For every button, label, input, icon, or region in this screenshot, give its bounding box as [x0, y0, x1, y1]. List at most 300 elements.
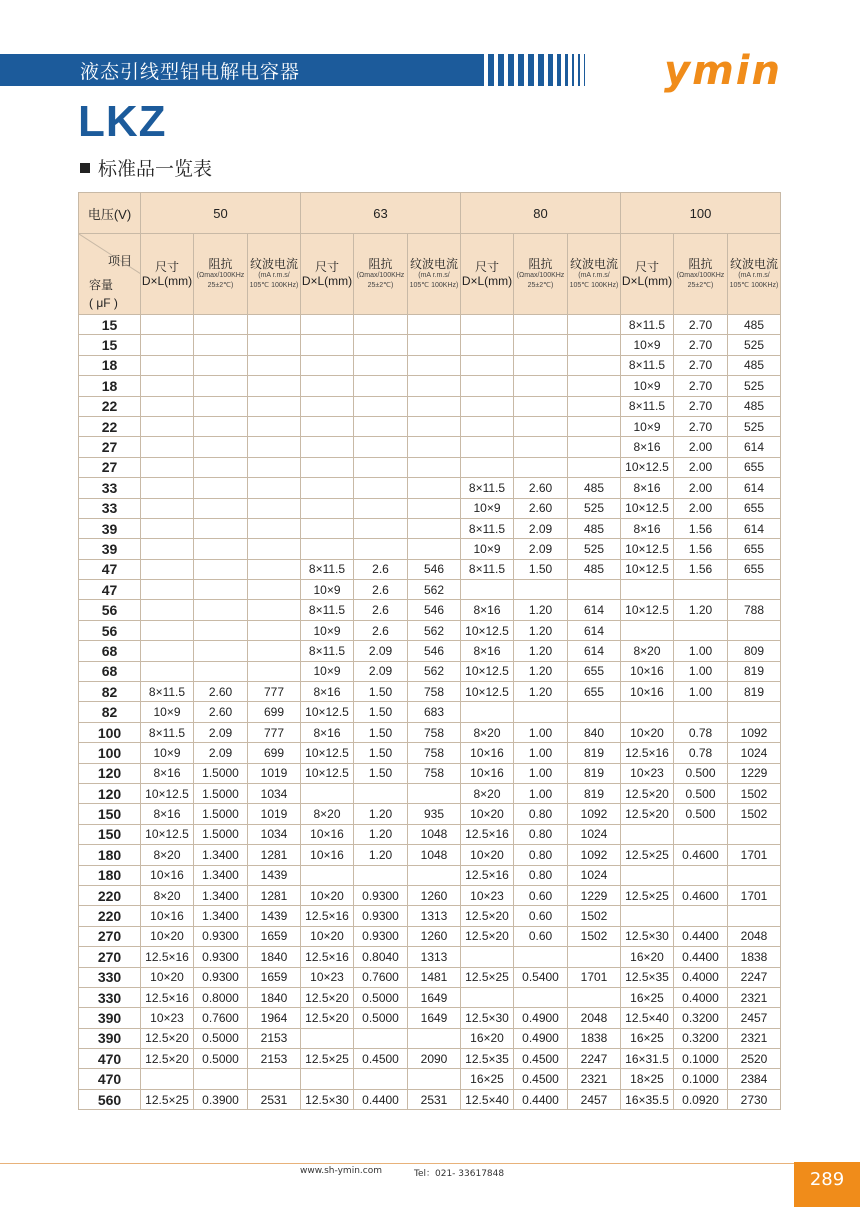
impedance-cell [514, 437, 568, 457]
impedance-cell: 2.09 [514, 518, 568, 538]
ripple-cell: 2520 [728, 1049, 781, 1069]
impedance-cell: 2.60 [194, 702, 248, 722]
impedance-cell: 1.56 [674, 539, 728, 559]
size-cell: 10×9 [301, 661, 354, 681]
size-cell: 8×11.5 [621, 396, 674, 416]
size-cell [461, 396, 514, 416]
impedance-column-header [354, 234, 408, 315]
table-row [79, 1028, 781, 1048]
ripple-cell: 699 [248, 702, 301, 722]
size-cell: 8×20 [461, 722, 514, 742]
size-cell [301, 478, 354, 498]
size-cell: 16×25 [621, 1028, 674, 1048]
impedance-cell: 0.80 [514, 845, 568, 865]
impedance-cell: 1.3400 [194, 865, 248, 885]
ripple-cell [568, 987, 621, 1007]
impedance-cell: 0.8040 [354, 947, 408, 967]
impedance-cell [194, 641, 248, 661]
capacity-cell: 68 [79, 641, 141, 661]
impedance-cell [194, 539, 248, 559]
size-cell [301, 335, 354, 355]
ripple-cell: 1701 [728, 845, 781, 865]
impedance-cell: 0.3900 [194, 1089, 248, 1109]
size-cell: 10×20 [301, 885, 354, 905]
impedance-cell [674, 824, 728, 844]
size-cell: 8×16 [621, 437, 674, 457]
ripple-header-label: 纹波电流 [569, 257, 618, 271]
impedance-cell [354, 437, 408, 457]
impedance-cell [354, 539, 408, 559]
size-header-label: 尺寸 [474, 260, 499, 274]
size-cell: 10×20 [461, 845, 514, 865]
impedance-cell: 0.4400 [674, 947, 728, 967]
impedance-cell: 2.70 [674, 335, 728, 355]
table-row [79, 457, 781, 477]
impedance-cell [354, 396, 408, 416]
impedance-cell: 1.50 [354, 763, 408, 783]
impedance-cell [674, 702, 728, 722]
impedance-cell [194, 478, 248, 498]
ripple-column-header [568, 234, 621, 315]
size-header-unit: D×L(mm) [461, 274, 513, 288]
ripple-cell: 485 [728, 315, 781, 335]
capacity-cell: 220 [79, 885, 141, 905]
impedance-cell: 0.4900 [514, 1008, 568, 1028]
ripple-cell: 1502 [728, 783, 781, 803]
ripple-cell [248, 457, 301, 477]
size-cell: 12.5×16 [301, 906, 354, 926]
impedance-cell [194, 315, 248, 335]
ripple-cell: 1260 [408, 885, 461, 905]
capacity-cell: 22 [79, 396, 141, 416]
ripple-header-cond: 105℃ 100KHz) [569, 282, 619, 289]
ripple-cell [408, 1069, 461, 1089]
size-cell: 10×16 [301, 845, 354, 865]
ripple-cell: 1313 [408, 947, 461, 967]
impedance-cell: 0.4000 [674, 967, 728, 987]
ripple-cell: 1048 [408, 824, 461, 844]
capacity-cell: 330 [79, 987, 141, 1007]
capacity-cell: 330 [79, 967, 141, 987]
size-cell [461, 437, 514, 457]
size-cell: 8×16 [621, 518, 674, 538]
size-cell: 16×25 [621, 987, 674, 1007]
ripple-cell [248, 437, 301, 457]
ripple-cell: 1281 [248, 885, 301, 905]
impedance-header-unit: (Ωmax/100KHz [676, 272, 725, 279]
size-cell: 8×16 [301, 682, 354, 702]
ripple-cell [568, 315, 621, 335]
ripple-cell [408, 457, 461, 477]
impedance-cell: 0.60 [514, 885, 568, 905]
size-header-label: 尺寸 [314, 260, 339, 274]
impedance-cell: 2.09 [194, 743, 248, 763]
impedance-cell [194, 559, 248, 579]
size-cell: 12.5×40 [621, 1008, 674, 1028]
impedance-cell [514, 376, 568, 396]
ripple-cell: 1281 [248, 845, 301, 865]
impedance-cell: 0.4000 [674, 987, 728, 1007]
size-header-unit: D×L(mm) [141, 274, 193, 288]
ripple-column-header [408, 234, 461, 315]
impedance-cell: 1.20 [354, 804, 408, 824]
impedance-cell: 1.00 [514, 743, 568, 763]
capacity-cell: 470 [79, 1069, 141, 1089]
table-row [79, 783, 781, 803]
ripple-cell [248, 335, 301, 355]
size-cell: 8×11.5 [141, 722, 194, 742]
impedance-cell [194, 437, 248, 457]
capacity-cell: 27 [79, 457, 141, 477]
table-row [79, 763, 781, 783]
spec-table [78, 192, 781, 1110]
size-cell [141, 641, 194, 661]
ripple-cell: 655 [568, 661, 621, 681]
ripple-header-label: 纹波电流 [249, 257, 298, 271]
ripple-cell: 1649 [408, 987, 461, 1007]
impedance-cell: 0.5000 [194, 1049, 248, 1069]
size-cell: 8×20 [621, 641, 674, 661]
capacity-cell: 33 [79, 498, 141, 518]
impedance-cell [194, 355, 248, 375]
impedance-cell: 1.3400 [194, 885, 248, 905]
column-header-row [79, 234, 781, 315]
ripple-cell: 1964 [248, 1008, 301, 1028]
voltage-header-row [79, 193, 781, 234]
capacity-cell: 56 [79, 600, 141, 620]
size-cell [621, 906, 674, 926]
capacity-cell: 68 [79, 661, 141, 681]
ripple-cell: 1840 [248, 947, 301, 967]
impedance-cell: 1.50 [354, 702, 408, 722]
size-cell: 10×20 [141, 926, 194, 946]
ripple-cell: 758 [408, 722, 461, 742]
size-cell: 10×23 [461, 885, 514, 905]
size-cell [301, 376, 354, 396]
ripple-header-cond: 105℃ 100KHz) [409, 282, 459, 289]
capacity-cell: 47 [79, 559, 141, 579]
size-cell [301, 396, 354, 416]
size-cell: 10×16 [621, 661, 674, 681]
ripple-cell [248, 1069, 301, 1089]
size-cell [621, 702, 674, 722]
size-cell [141, 539, 194, 559]
size-cell: 8×11.5 [301, 641, 354, 661]
size-cell [461, 335, 514, 355]
impedance-cell: 0.1000 [674, 1069, 728, 1089]
ripple-cell: 1502 [568, 906, 621, 926]
impedance-cell: 1.5000 [194, 783, 248, 803]
ripple-cell [248, 355, 301, 375]
impedance-cell [674, 906, 728, 926]
size-cell: 10×12.5 [621, 600, 674, 620]
size-cell: 8×11.5 [621, 355, 674, 375]
size-cell: 10×12.5 [301, 763, 354, 783]
ripple-cell: 777 [248, 722, 301, 742]
impedance-cell: 0.78 [674, 743, 728, 763]
size-header-label: 尺寸 [154, 260, 179, 274]
size-cell [461, 416, 514, 436]
impedance-cell: 1.20 [514, 600, 568, 620]
impedance-header-cond: 25±2℃) [527, 282, 554, 289]
impedance-cell: 0.9300 [354, 906, 408, 926]
ripple-cell [408, 355, 461, 375]
capacity-cell: 150 [79, 824, 141, 844]
size-cell: 12.5×20 [461, 926, 514, 946]
ripple-cell: 525 [728, 335, 781, 355]
table-row [79, 804, 781, 824]
ripple-cell: 1701 [568, 967, 621, 987]
ripple-header-unit: (mA r.m.s/ [258, 272, 290, 279]
capacity-cell: 15 [79, 315, 141, 335]
impedance-cell: 0.4500 [354, 1049, 408, 1069]
size-cell: 10×9 [301, 620, 354, 640]
impedance-cell: 0.0920 [674, 1089, 728, 1109]
size-cell [461, 315, 514, 335]
impedance-cell: 2.6 [354, 580, 408, 600]
size-cell [141, 315, 194, 335]
table-row [79, 947, 781, 967]
table-row [79, 906, 781, 926]
size-cell [461, 457, 514, 477]
ripple-cell: 525 [728, 416, 781, 436]
impedance-header-label: 阻抗 [368, 257, 393, 271]
ripple-cell [408, 783, 461, 803]
impedance-cell: 0.5000 [354, 1008, 408, 1028]
size-cell: 10×9 [141, 743, 194, 763]
size-cell: 10×12.5 [301, 743, 354, 763]
corner-item-label: 项目 [107, 254, 132, 268]
size-cell [141, 661, 194, 681]
impedance-cell: 1.5000 [194, 824, 248, 844]
impedance-header-cond: 25±2℃) [687, 282, 714, 289]
impedance-cell [514, 416, 568, 436]
ripple-cell [728, 906, 781, 926]
capacity-cell: 470 [79, 1049, 141, 1069]
ripple-cell: 2457 [568, 1089, 621, 1109]
ripple-cell: 485 [568, 518, 621, 538]
impedance-cell: 1.50 [354, 743, 408, 763]
size-cell [301, 783, 354, 803]
impedance-cell: 1.00 [674, 661, 728, 681]
ripple-cell [248, 620, 301, 640]
size-cell: 10×23 [621, 763, 674, 783]
impedance-cell: 1.56 [674, 518, 728, 538]
ripple-cell [408, 518, 461, 538]
impedance-cell: 1.00 [514, 722, 568, 742]
capacity-cell: 270 [79, 926, 141, 946]
size-cell [141, 498, 194, 518]
ripple-cell: 655 [728, 539, 781, 559]
impedance-cell: 2.6 [354, 620, 408, 640]
size-header-unit: D×L(mm) [621, 274, 673, 288]
ripple-cell [248, 661, 301, 681]
table-row [79, 865, 781, 885]
size-cell [141, 376, 194, 396]
ripple-cell: 525 [568, 498, 621, 518]
impedance-cell: 1.3400 [194, 906, 248, 926]
capacity-cell: 120 [79, 763, 141, 783]
size-cell [301, 865, 354, 885]
ripple-cell [568, 376, 621, 396]
ripple-header-unit: (mA r.m.s/ [578, 272, 610, 279]
header-stripes [488, 54, 589, 86]
impedance-cell: 0.4400 [354, 1089, 408, 1109]
ripple-cell [568, 580, 621, 600]
size-cell [301, 315, 354, 335]
ripple-cell: 614 [728, 478, 781, 498]
ripple-cell: 2384 [728, 1069, 781, 1089]
size-cell: 10×12.5 [301, 702, 354, 722]
impedance-cell: 0.78 [674, 722, 728, 742]
ripple-cell [248, 539, 301, 559]
ripple-cell: 2730 [728, 1089, 781, 1109]
capacity-cell: 100 [79, 722, 141, 742]
impedance-cell [354, 457, 408, 477]
impedance-cell: 0.9300 [354, 885, 408, 905]
size-cell: 10×12.5 [621, 457, 674, 477]
ripple-cell: 546 [408, 641, 461, 661]
ripple-column-header [248, 234, 301, 315]
impedance-cell: 2.70 [674, 396, 728, 416]
ripple-cell [248, 559, 301, 579]
size-cell: 8×11.5 [461, 559, 514, 579]
size-cell: 16×31.5 [621, 1049, 674, 1069]
impedance-cell: 0.4500 [514, 1049, 568, 1069]
ripple-cell: 1092 [728, 722, 781, 742]
size-cell: 12.5×40 [461, 1089, 514, 1109]
size-cell: 10×9 [621, 416, 674, 436]
ripple-cell: 1659 [248, 967, 301, 987]
size-cell: 8×11.5 [461, 478, 514, 498]
size-cell: 10×12.5 [141, 824, 194, 844]
ripple-cell [248, 580, 301, 600]
size-cell: 8×16 [141, 804, 194, 824]
table-row [79, 885, 781, 905]
size-column-header [141, 234, 194, 315]
ripple-cell: 1229 [568, 885, 621, 905]
impedance-header-label: 阻抗 [688, 257, 713, 271]
ripple-cell: 485 [568, 478, 621, 498]
impedance-cell [194, 580, 248, 600]
impedance-cell [514, 580, 568, 600]
impedance-cell: 1.20 [514, 620, 568, 640]
ripple-cell: 614 [568, 600, 621, 620]
ripple-cell: 485 [568, 559, 621, 579]
impedance-cell: 0.4400 [674, 926, 728, 946]
impedance-cell: 0.3200 [674, 1008, 728, 1028]
ripple-cell: 562 [408, 580, 461, 600]
capacity-cell: 18 [79, 376, 141, 396]
ripple-cell: 683 [408, 702, 461, 722]
ripple-cell [728, 580, 781, 600]
size-cell: 18×25 [621, 1069, 674, 1089]
size-cell: 8×11.5 [301, 600, 354, 620]
ripple-cell: 758 [408, 763, 461, 783]
impedance-cell: 1.20 [354, 845, 408, 865]
size-cell [141, 355, 194, 375]
impedance-cell [194, 620, 248, 640]
size-column-header [621, 234, 674, 315]
impedance-cell: 2.70 [674, 355, 728, 375]
size-cell: 10×16 [461, 763, 514, 783]
size-cell: 10×23 [301, 967, 354, 987]
impedance-cell: 0.60 [514, 926, 568, 946]
size-cell: 8×20 [461, 783, 514, 803]
ripple-cell: 1439 [248, 865, 301, 885]
table-row [79, 661, 781, 681]
ripple-cell: 1659 [248, 926, 301, 946]
ripple-cell: 525 [728, 376, 781, 396]
impedance-cell [194, 661, 248, 681]
impedance-cell [354, 315, 408, 335]
ripple-cell: 2153 [248, 1028, 301, 1048]
size-cell [301, 457, 354, 477]
size-cell [141, 620, 194, 640]
ripple-cell [248, 396, 301, 416]
ripple-cell: 655 [728, 498, 781, 518]
ripple-cell [728, 865, 781, 885]
size-cell: 10×20 [301, 926, 354, 946]
size-cell [621, 580, 674, 600]
ripple-cell [408, 416, 461, 436]
ripple-cell: 2090 [408, 1049, 461, 1069]
ripple-cell: 2531 [408, 1089, 461, 1109]
size-cell: 12.5×20 [461, 906, 514, 926]
ripple-cell [728, 824, 781, 844]
impedance-cell: 0.500 [674, 783, 728, 803]
size-cell: 12.5×16 [301, 947, 354, 967]
size-cell [621, 620, 674, 640]
impedance-cell: 0.80 [514, 865, 568, 885]
table-row [79, 641, 781, 661]
size-cell: 12.5×16 [141, 947, 194, 967]
impedance-cell: 1.5000 [194, 763, 248, 783]
table-row [79, 743, 781, 763]
impedance-cell: 0.5000 [194, 1028, 248, 1048]
ripple-header-label: 纹波电流 [729, 257, 778, 271]
capacity-cell: 39 [79, 518, 141, 538]
impedance-column-header [514, 234, 568, 315]
section-title-text: 标准品一览表 [98, 158, 213, 180]
impedance-cell [354, 376, 408, 396]
ripple-cell: 485 [728, 396, 781, 416]
ripple-cell [408, 335, 461, 355]
ripple-header-cond: 105℃ 100KHz) [249, 282, 299, 289]
ripple-cell: 2247 [568, 1049, 621, 1069]
corner-capacity-line1: 容量 [89, 278, 114, 292]
impedance-header-label: 阻抗 [528, 257, 553, 271]
size-cell: 12.5×20 [301, 1008, 354, 1028]
impedance-cell: 2.09 [354, 641, 408, 661]
capacity-cell: 39 [79, 539, 141, 559]
impedance-cell: 2.6 [354, 559, 408, 579]
size-cell: 16×20 [621, 947, 674, 967]
ripple-cell: 1034 [248, 783, 301, 803]
table-row [79, 600, 781, 620]
table-row [79, 967, 781, 987]
size-cell: 12.5×25 [141, 1089, 194, 1109]
size-cell: 10×12.5 [461, 620, 514, 640]
impedance-cell [354, 478, 408, 498]
impedance-cell [354, 783, 408, 803]
table-row [79, 845, 781, 865]
size-cell: 12.5×35 [461, 1049, 514, 1069]
table-row [79, 682, 781, 702]
ripple-cell: 614 [568, 620, 621, 640]
ripple-cell: 1019 [248, 763, 301, 783]
table-row [79, 702, 781, 722]
